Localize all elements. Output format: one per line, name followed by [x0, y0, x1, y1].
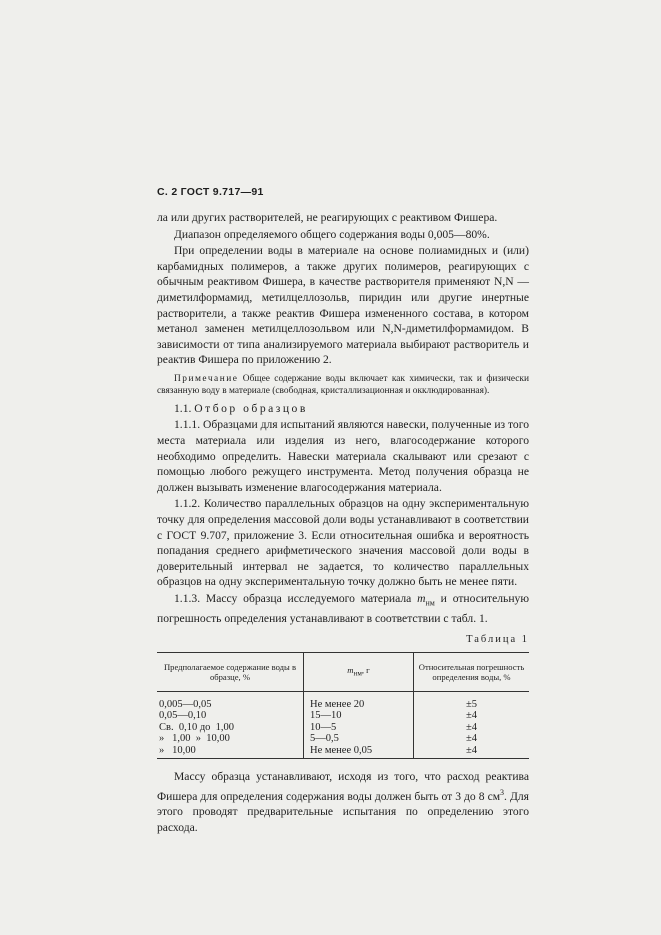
- cell-error: ±5: [414, 691, 530, 710]
- cell-mass: Не менее 0,05: [304, 745, 414, 759]
- table-row: [157, 710, 529, 721]
- paragraph-1-1-2: 1.1.2. Количество параллельных образцов на одну экспериментальную точку для определения массовой доли воды устанавливают в соответствии с ГОСТ 9.707, приложение 3. Если относительная ошибка и вероятность попадания среднего арифметического значения массовой доли воды в доверительный интервал не задается, то количество параллельных образцов на одну экспериментальную точку должно быть не менее пяти.: [157, 497, 529, 589]
- header-mass-unit: , г: [361, 665, 370, 676]
- cell-water-content: » 10,00: [159, 744, 196, 756]
- cell-mass: 15—10: [304, 710, 414, 721]
- cell-error: ±4: [414, 710, 530, 721]
- table-row: [157, 691, 529, 710]
- header-mass-subscript: нм: [353, 669, 362, 678]
- cell-water-content: » 1,00 » 10,00: [159, 733, 230, 745]
- after-text-b: . Для этого проводят предварительные испытания по определению этого расхода.: [157, 789, 529, 834]
- section-heading: [157, 401, 529, 417]
- cell-error: ±4: [414, 722, 530, 733]
- cell-water-content: 0,05—0,10: [159, 710, 207, 722]
- document-body: [157, 210, 529, 836]
- p113-text-b: и относительную погрешность определения устанавливают в соответствии с табл. 1.: [157, 591, 529, 625]
- page-header: С. 2 ГОСТ 9.717—91: [157, 186, 264, 198]
- p113-mass-subscript: нм: [425, 598, 435, 608]
- table-header-row: [157, 652, 529, 691]
- p113-mass-symbol: m: [417, 591, 426, 605]
- table-row: [157, 733, 529, 744]
- cell-mass: Не менее 20: [304, 691, 414, 710]
- table-header-mass: [304, 652, 414, 691]
- cell-error: ±4: [414, 733, 530, 744]
- cell-mass: 5—0,5: [304, 733, 414, 744]
- p113-text-a: 1.1.3. Массу образца исследуемого материала: [174, 591, 418, 605]
- section-number: 1.1.: [174, 401, 192, 415]
- cell-water-content: 0,005—0,05: [159, 698, 212, 710]
- table-header-water-content: Предполагаемое содержание воды в образце, %: [157, 652, 304, 691]
- table-caption: Таблица 1: [466, 634, 529, 646]
- sample-mass-table: [157, 652, 529, 759]
- paragraph-fischer-consumption: [157, 769, 529, 835]
- cell-mass: 10—5: [304, 722, 414, 733]
- paragraph-solvents: При определении воды в материале на основе полиамидных и (или) карбамидных полимеров, а также других полимеров, реагирующих с обычным реактивом Фишера, в качестве растворителя применяют N,N — диметилформамид, метилцеллозольв, пиридин или другие инертные растворители, а также реактив Фишера измененного состава, в котором метанол заменен метилцеллозольвом или N,N-диметилформамидом. В зависимости от типа анализируемого материала выбирают растворитель и реактив Фишера по приложению 2.: [157, 244, 529, 367]
- paragraph-1-1-3: [157, 591, 529, 627]
- cell-water-content: Св. 0,10 до 1,00: [159, 721, 235, 733]
- paragraph-continuation: ла или других растворителей, не реагирующих с реактивом Фишера.: [157, 211, 498, 224]
- note-paragraph: [157, 373, 529, 398]
- after-superscript: 3: [500, 787, 505, 797]
- paragraph-1-1-1: 1.1.1. Образцами для испытаний являются навески, полученные из того места материала или изделия из него, влагосодержание которого необходимо определить. Навески материала скалывают или срезают с помощью любого режущего инструмента. Метод получения образца не должен вызывать изменение влагосодержания материала.: [157, 418, 529, 494]
- after-text-a: Массу образца устанавливают, исходя из того, что расход реактива Фишера для определения содержания воды должен быть от 3 до 8 см: [157, 770, 529, 803]
- table-header-error: Относительная погрешность определения воды, %: [414, 652, 530, 691]
- header-mass-symbol: m: [347, 665, 354, 676]
- table-row: [157, 722, 529, 733]
- note-lead: Примечание: [174, 373, 239, 384]
- note-text: Общее содержание воды включает как химически, так и физически связанную воду в материале (свободная, кристаллизационная и окклюдированная).: [157, 373, 529, 397]
- table-row: [157, 745, 529, 759]
- paragraph-range: Диапазон определяемого общего содержания воды 0,005—80%.: [174, 227, 490, 241]
- cell-error: ±4: [414, 745, 530, 759]
- section-title: Отбор образцов: [194, 401, 308, 415]
